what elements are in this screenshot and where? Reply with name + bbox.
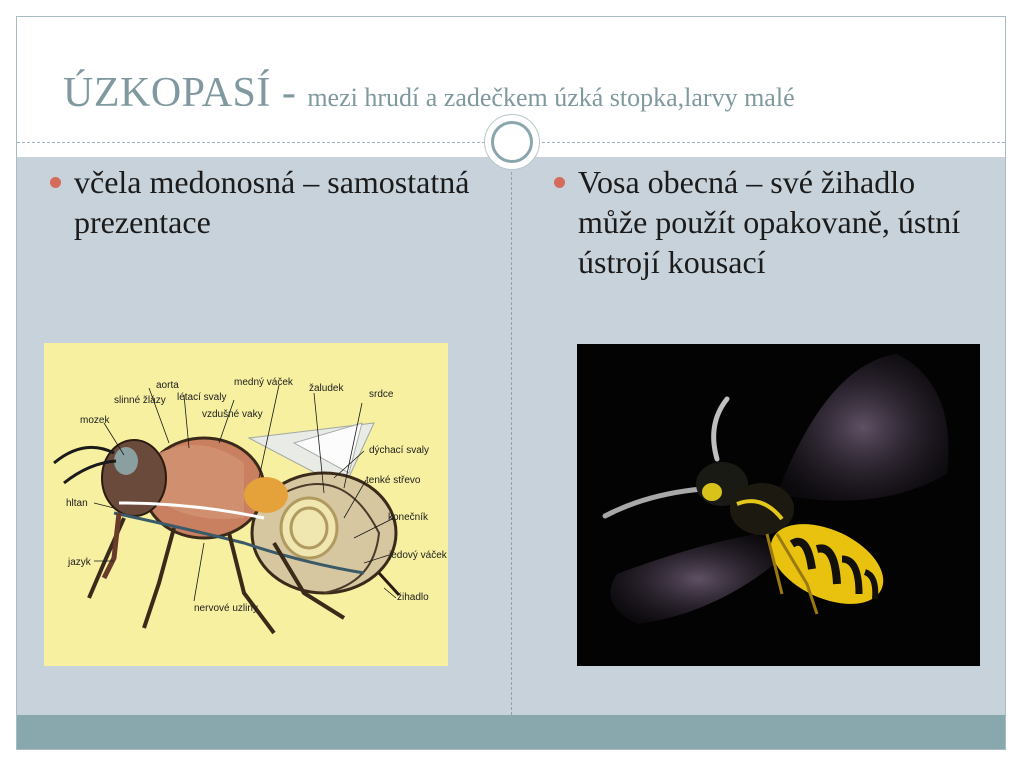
circle-ornament-icon xyxy=(484,114,540,170)
label-dychaci-svaly: dýchací svaly xyxy=(369,445,430,456)
wasp-photo-image xyxy=(577,344,980,666)
label-srdce: srdce xyxy=(369,389,394,400)
left-bullet xyxy=(74,162,474,242)
footer-bar xyxy=(17,715,1005,749)
label-nervove-uzliny: nervové uzliny xyxy=(194,603,258,614)
label-tenke-strevo: tenké střevo xyxy=(366,475,421,486)
wasp-photo-svg xyxy=(577,344,980,666)
bee-anatomy-image xyxy=(44,343,448,666)
label-letaci-svaly: létací svaly xyxy=(177,392,227,403)
slide-title xyxy=(63,69,795,117)
right-bullet-text: Vosa obecná – své žihadlo může použít opakovaně, ústní ústrojí kousací xyxy=(578,164,961,280)
label-vzdusne-vaky: vzdušné vaky xyxy=(202,409,263,420)
label-zaludek: žaludek xyxy=(309,383,344,394)
label-hltan: hltan xyxy=(66,498,88,509)
label-aorta: aorta xyxy=(156,380,179,391)
label-zihadlo: žihadlo xyxy=(397,592,429,603)
bee-anatomy-svg xyxy=(44,343,448,666)
label-mozek: mozek xyxy=(80,415,110,426)
bullet-dot-icon xyxy=(554,177,565,188)
label-medny-vacek: medný váček xyxy=(234,377,293,388)
label-jazyk: jazyk xyxy=(68,557,91,568)
bullet-dot-icon xyxy=(50,177,61,188)
title-subtitle: mezi hrudí a zadečkem úzká stopka,larvy malé xyxy=(307,83,795,112)
right-bullet xyxy=(578,162,988,282)
column-separator xyxy=(511,157,512,715)
label-jedovy-vacek: jedový váček xyxy=(389,550,447,561)
label-slinne-zlazy: slinné žlázy xyxy=(114,395,166,406)
title-main: ÚZKOPASÍ - xyxy=(63,70,308,116)
left-bullet-text: včela medonosná – samostatná prezentace xyxy=(74,164,470,240)
label-konecnik: konečník xyxy=(388,512,429,523)
